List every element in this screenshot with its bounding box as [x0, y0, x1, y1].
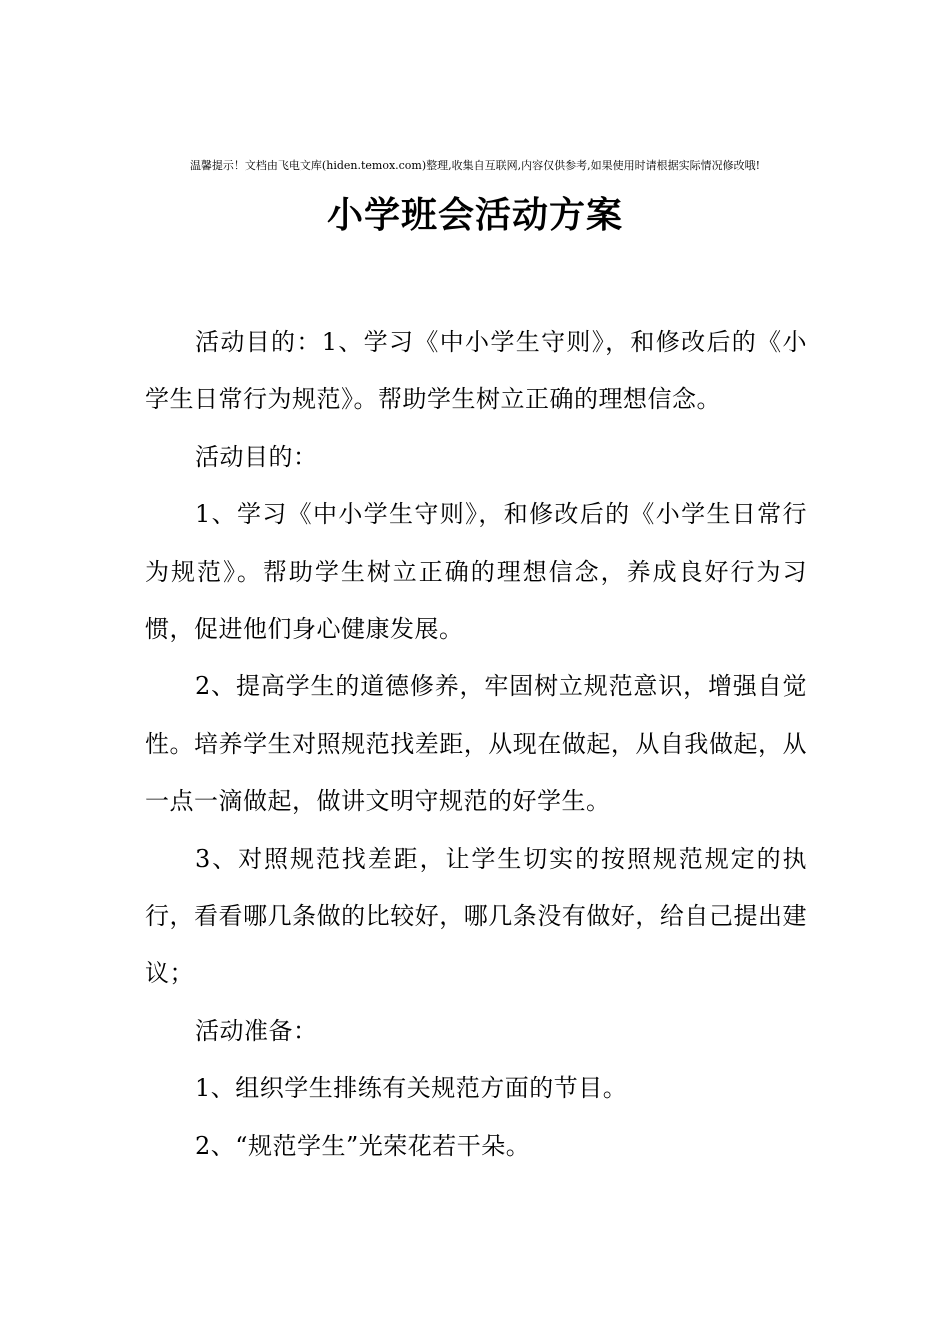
paragraph: 2、“规范学生”光荣花若干朵。 [195, 1131, 531, 1160]
paragraph: 1、学习《中小学生守则》，和修改后的《小学生日常行为规范》。帮助学生树立正确的理想信念，养成良好行为习惯，促进他们身心健康发展。 [145, 500, 807, 644]
paragraph: 2、提高学生的道德修养，牢固树立规范意识，增强自觉性。培养学生对照规范找差距，从现在做起，从自我做起，从一点一滴做起，做讲文明守规范的好学生。 [145, 672, 807, 816]
document-body [145, 314, 807, 1175]
paragraph: 活动目的： [195, 442, 318, 471]
paragraph: 1、组织学生排练有关规范方面的节目。 [195, 1074, 628, 1103]
page-title: 小学班会活动方案 [326, 194, 623, 236]
paragraph: 3、对照规范找差距，让学生切实的按照规范规定的执行，看看哪几条做的比较好，哪几条没有做好，给自己提出建议； [145, 844, 807, 988]
paragraph: 活动目的：1、学习《中小学生守则》，和修改后的《小学生日常行为规范》。帮助学生树立正确的理想信念。 [145, 328, 807, 414]
paragraph: 活动准备： [195, 1016, 318, 1045]
download-notice: 温馨提示！文档由飞电文库(hiden.temox.com)整理,收集自互联网,内容仅供参考,如果使用时请根据实际情况修改哦! [189, 159, 761, 172]
